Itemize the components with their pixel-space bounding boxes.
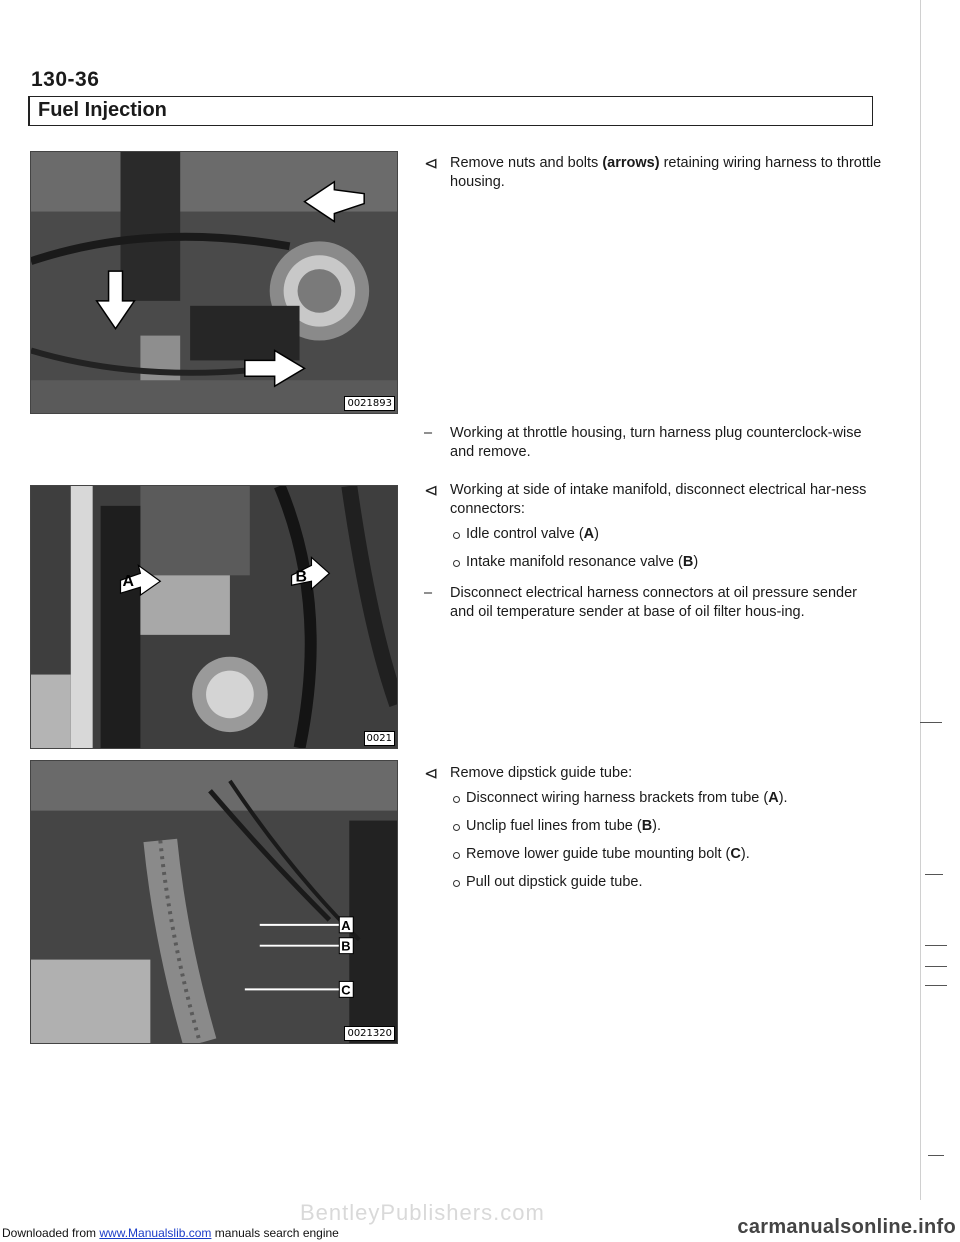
photo-throttle-housing	[30, 151, 398, 414]
step-dash: –	[424, 585, 433, 601]
step-disconnect-connectors	[424, 481, 884, 581]
step-text: Remove nuts and bolts (arrows) retaining wiring harness to throttle housing.	[450, 155, 882, 190]
list-item: Pull out dipstick guide tube.	[450, 873, 884, 892]
section-title: Fuel Injection	[38, 99, 167, 121]
list-item: Unclip fuel lines from tube (B).	[450, 817, 884, 836]
callout-b: B	[295, 568, 308, 586]
publisher-watermark: BentleyPublishers.com	[300, 1200, 545, 1225]
step-text: Working at side of intake manifold, disconnect electrical har-ness connectors:	[450, 482, 867, 517]
callout-a: A	[341, 917, 351, 933]
engine-photo-3	[31, 761, 397, 1043]
step-text: Disconnect electrical harness connectors at oil pressure sender and oil temperature sender at base of oil filter hous-ing.	[450, 585, 858, 620]
callout-b: B	[341, 938, 351, 954]
engine-photo-2	[31, 486, 397, 748]
engine-photo-1	[31, 152, 397, 413]
scan-edge-tick	[920, 722, 942, 723]
list-item: Remove lower guide tube mounting bolt (C).	[450, 845, 884, 864]
step-text: Remove dipstick guide tube:	[450, 765, 633, 781]
step-turn-harness-plug	[424, 424, 884, 462]
step-remove-nuts	[424, 154, 884, 192]
step-text: Working at throttle housing, turn harness plug counterclock-wise and remove.	[450, 425, 862, 460]
bullet-list	[450, 789, 884, 892]
scan-edge-line	[920, 0, 921, 1200]
step-arrow-icon: ⊲	[424, 154, 439, 173]
step-dash: –	[424, 425, 433, 441]
callout-c: C	[341, 982, 351, 998]
step-arrow-icon: ⊲	[424, 764, 439, 783]
photo-tag-1: 0021893	[344, 396, 395, 411]
scan-edge-tick	[925, 945, 947, 946]
bullet-list	[450, 525, 884, 572]
scan-edge-tick	[928, 1155, 944, 1156]
scan-edge-tick	[925, 966, 947, 967]
step-arrow-icon: ⊲	[424, 481, 439, 500]
list-item: Intake manifold resonance valve (B)	[450, 553, 884, 572]
step-remove-dipstick-tube	[424, 764, 884, 901]
list-item: Idle control valve (A)	[450, 525, 884, 544]
manualslib-link[interactable]: www.Manualslib.com	[99, 1226, 212, 1240]
step-oil-sender-connectors	[424, 584, 884, 622]
scan-edge-tick	[925, 874, 943, 875]
site-brand: carmanualsonline.info	[737, 1216, 956, 1238]
photo-tag-2: 0021	[364, 731, 395, 746]
page-number: 130-36	[31, 68, 100, 91]
photo-intake-manifold	[30, 485, 398, 749]
section-header	[28, 96, 873, 126]
callout-a: A	[122, 573, 134, 591]
photo-tag-3: 0021320	[344, 1026, 395, 1041]
download-credit: Downloaded from www.Manualslib.com manuals search engine	[2, 1226, 339, 1240]
photo-dipstick-tube	[30, 760, 398, 1044]
scan-edge-tick	[925, 985, 947, 986]
list-item: Disconnect wiring harness brackets from tube (A).	[450, 789, 884, 808]
